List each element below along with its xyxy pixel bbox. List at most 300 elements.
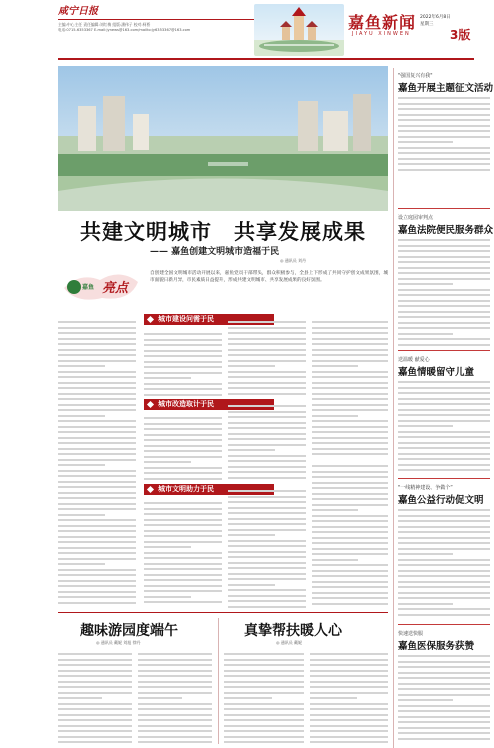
- text-line: [144, 549, 222, 554]
- text-line: [398, 702, 490, 707]
- text-line: [228, 493, 306, 498]
- text-line: [144, 499, 222, 504]
- text-line: [398, 729, 490, 734]
- text-line: [228, 419, 306, 424]
- text-line: [58, 461, 105, 466]
- text-line: [58, 329, 136, 334]
- block3-tag: 送温暖 献爱心: [398, 357, 430, 363]
- text-line: [398, 378, 490, 383]
- text-line: [398, 389, 490, 394]
- text-line: [224, 667, 304, 672]
- text-line: [398, 269, 490, 274]
- text-line: [58, 335, 136, 340]
- text-line: [398, 275, 490, 280]
- text-line: [138, 672, 212, 677]
- text-line: [58, 593, 136, 598]
- text-line: [144, 587, 222, 592]
- text-line: [398, 652, 490, 657]
- text-line: [312, 379, 388, 384]
- text-line: [398, 561, 490, 566]
- text-line: [228, 542, 306, 547]
- text-line: [398, 330, 453, 335]
- text-line: [312, 368, 388, 373]
- text-line: [138, 738, 212, 743]
- text-line: [312, 406, 388, 411]
- masthead-bottom-rule: [58, 58, 474, 60]
- text-line: [228, 509, 306, 514]
- text-line: [58, 340, 136, 345]
- text-line: [58, 678, 132, 683]
- text-line: [58, 384, 136, 389]
- text-line: [398, 658, 490, 663]
- text-line: [58, 738, 132, 743]
- text-line: [398, 100, 490, 105]
- text-line: [398, 512, 490, 517]
- block3-title: 嘉鱼情暖留守儿童: [398, 367, 475, 378]
- lead-byline: ◎ 通讯员 刘丹: [280, 258, 307, 263]
- text-line: [312, 417, 388, 422]
- text-line: [58, 722, 132, 727]
- text-line: [58, 483, 136, 488]
- text-line: [228, 526, 306, 531]
- text-line: [310, 661, 388, 666]
- text-line: [144, 442, 222, 447]
- text-line: [312, 561, 388, 566]
- lead-body-col3b: [228, 402, 306, 480]
- story-body-left-col1: [58, 650, 132, 744]
- text-line: [398, 605, 490, 610]
- text-line: [144, 436, 222, 441]
- text-line: [310, 672, 388, 677]
- text-line: [224, 722, 304, 727]
- text-line: [228, 586, 306, 591]
- text-line: [398, 166, 490, 171]
- text-line: [312, 395, 388, 400]
- text-line: [58, 445, 136, 450]
- text-line: [398, 280, 453, 285]
- text-line: [398, 291, 490, 296]
- text-line: [398, 138, 453, 143]
- text-line: [312, 594, 388, 599]
- text-line: [228, 452, 306, 457]
- text-line: [312, 357, 388, 362]
- text-line: [228, 463, 306, 468]
- masthead-landmark-image: [254, 4, 344, 56]
- text-line: [310, 689, 388, 694]
- text-line: [312, 329, 388, 334]
- newspaper-logo: 咸宁日报: [58, 6, 98, 17]
- text-line: [312, 600, 388, 605]
- text-line: [224, 700, 304, 705]
- text-line: [58, 650, 132, 655]
- text-line: [228, 498, 306, 503]
- text-line: [398, 411, 490, 416]
- block4-tag: "一线精神建设、争做个“: [398, 485, 453, 491]
- text-line: [398, 461, 490, 466]
- text-line: [312, 373, 388, 378]
- text-line: [58, 689, 132, 694]
- text-line: [58, 516, 136, 521]
- text-line: [144, 458, 191, 463]
- text-line: [398, 144, 490, 149]
- story-divider: [218, 618, 219, 744]
- text-line: [398, 116, 490, 121]
- text-line: [312, 583, 388, 588]
- text-line: [312, 468, 388, 473]
- text-line: [228, 362, 275, 367]
- text-line: [144, 469, 222, 474]
- lead-subtitle: —— 嘉鱼创建文明城市造福于民: [150, 247, 280, 257]
- text-line: [58, 560, 105, 565]
- lead-photo: [58, 66, 388, 211]
- text-line: [228, 324, 306, 329]
- text-line: [224, 672, 304, 677]
- text-line: [398, 674, 490, 679]
- lead-body-col2a: [144, 330, 222, 396]
- text-line: [228, 441, 306, 446]
- text-line: [144, 532, 222, 537]
- text-line: [398, 149, 490, 154]
- text-line: [398, 111, 490, 116]
- text-line: [312, 390, 388, 395]
- text-line: [398, 517, 490, 522]
- text-line: [312, 534, 388, 539]
- text-line: [58, 406, 136, 411]
- text-line: [58, 705, 132, 710]
- text-line: [144, 527, 222, 532]
- text-line: [224, 727, 304, 732]
- text-line: [228, 597, 306, 602]
- text-line: [398, 335, 490, 340]
- text-line: [312, 340, 388, 345]
- badge-prefix: 嘉鱼: [82, 284, 95, 291]
- text-line: [312, 434, 388, 439]
- text-line: [144, 431, 222, 436]
- text-line: [312, 324, 388, 329]
- text-line: [58, 346, 136, 351]
- text-line: [228, 487, 306, 492]
- text-line: [58, 566, 136, 571]
- text-line: [312, 439, 388, 444]
- text-line: [312, 517, 388, 522]
- text-line: [58, 423, 136, 428]
- story-byline-left: ◎ 通讯员 戴妮 刘旭 徐丹: [96, 640, 141, 645]
- section-pinyin: JIAYU XINWEN: [352, 31, 411, 37]
- text-line: [398, 428, 490, 433]
- text-line: [398, 297, 490, 302]
- text-line: [58, 505, 136, 510]
- text-line: [398, 236, 490, 241]
- text-line: [228, 408, 306, 413]
- text-line: [144, 593, 191, 598]
- text-line: [312, 346, 388, 351]
- text-line: [312, 445, 388, 450]
- text-line: [144, 464, 222, 469]
- text-line: [144, 453, 222, 458]
- text-line: [144, 391, 222, 396]
- text-line: [312, 528, 388, 533]
- text-line: [310, 738, 388, 743]
- lead-body-col4b: [312, 462, 388, 608]
- block4-divider: [398, 624, 490, 625]
- text-line: [228, 504, 306, 509]
- text-line: [144, 543, 191, 548]
- text-line: [228, 592, 306, 597]
- text-line: [138, 694, 182, 699]
- text-line: [144, 420, 222, 425]
- text-line: [398, 567, 490, 572]
- text-line: [398, 258, 490, 263]
- text-line: [58, 544, 136, 549]
- text-line: [228, 402, 306, 407]
- story-body-left-col2: [138, 650, 212, 744]
- text-line: [138, 716, 212, 721]
- text-line: [398, 302, 490, 307]
- text-line: [228, 384, 306, 389]
- text-line: [228, 603, 306, 608]
- text-line: [58, 368, 136, 373]
- lead-bottom-rule: [58, 612, 388, 613]
- text-line: [138, 661, 212, 666]
- text-line: [312, 556, 358, 561]
- text-line: [312, 495, 388, 500]
- text-line: [144, 330, 222, 335]
- block1-divider: [398, 208, 490, 209]
- text-line: [144, 347, 222, 352]
- text-line: [58, 362, 105, 367]
- text-line: [310, 694, 357, 699]
- text-line: [58, 318, 136, 323]
- text-line: [312, 462, 388, 467]
- text-line: [228, 581, 275, 586]
- text-line: [138, 650, 212, 655]
- text-line: [398, 707, 490, 712]
- block3-body: [398, 378, 490, 474]
- editor-line: 主编:中心主任 责任编辑:刘红梅 组版:潘伟子 校对:柯桥: [58, 22, 151, 27]
- text-line: [398, 589, 490, 594]
- text-line: [228, 570, 306, 575]
- story-body-mid-col1: [224, 650, 304, 744]
- text-line: [312, 335, 388, 340]
- text-line: [58, 549, 136, 554]
- story-title-left: 趣味游园度端午: [80, 623, 178, 639]
- issue-date: 2022年6月8日: [420, 15, 451, 20]
- text-line: [310, 722, 388, 727]
- text-line: [138, 683, 212, 688]
- text-line: [138, 722, 212, 727]
- text-line: [58, 711, 132, 716]
- block5-title: 嘉鱼医保服务获赞: [398, 641, 475, 652]
- text-line: [228, 537, 306, 542]
- right-column: [398, 68, 494, 748]
- text-line: [398, 724, 490, 729]
- text-line: [312, 572, 388, 577]
- text-line: [58, 373, 136, 378]
- text-line: [58, 656, 132, 661]
- text-line: [398, 600, 453, 605]
- text-line: [398, 713, 490, 718]
- text-line: [398, 680, 490, 685]
- text-line: [224, 689, 304, 694]
- text-line: [228, 548, 306, 553]
- text-line: [58, 324, 136, 329]
- text-line: [398, 735, 490, 740]
- text-line: [312, 351, 388, 356]
- text-line: [398, 685, 490, 690]
- text-line: [398, 439, 490, 444]
- text-line: [312, 567, 388, 572]
- text-line: [58, 412, 105, 417]
- text-line: [312, 450, 388, 455]
- text-line: [398, 384, 490, 389]
- text-line: [398, 105, 490, 110]
- text-line: [398, 395, 490, 400]
- text-line: [398, 466, 490, 471]
- block1-title: 嘉鱼开展主题征文活动: [398, 83, 494, 94]
- column-divider: [393, 68, 394, 748]
- text-line: [398, 286, 490, 291]
- block1-body: [398, 94, 490, 174]
- highlight-badge: [60, 268, 142, 306]
- text-line: [310, 727, 388, 732]
- text-line: [228, 351, 306, 356]
- text-line: [58, 379, 136, 384]
- text-line: [228, 474, 306, 479]
- text-line: [398, 696, 453, 701]
- text-line: [138, 689, 212, 694]
- text-line: [138, 727, 212, 732]
- text-line: [138, 711, 212, 716]
- text-line: [144, 369, 222, 374]
- text-line: [310, 716, 388, 721]
- text-line: [398, 422, 453, 427]
- text-line: [58, 478, 136, 483]
- text-line: [312, 384, 388, 389]
- text-line: [58, 390, 136, 395]
- text-line: [398, 578, 490, 583]
- text-line: [58, 694, 102, 699]
- text-line: [398, 523, 490, 528]
- block5-body: [398, 652, 490, 744]
- text-line: [138, 700, 212, 705]
- text-line: [144, 341, 222, 346]
- text-line: [224, 694, 272, 699]
- text-line: [398, 308, 490, 313]
- text-line: [224, 656, 304, 661]
- text-line: [312, 479, 388, 484]
- text-line: [224, 678, 304, 683]
- text-line: [144, 521, 222, 526]
- text-line: [58, 733, 132, 738]
- text-line: [398, 341, 490, 346]
- text-line: [398, 444, 490, 449]
- text-line: [138, 678, 212, 683]
- text-line: [58, 527, 136, 532]
- text-line: [58, 456, 136, 461]
- text-line: [58, 351, 136, 356]
- text-line: [310, 700, 388, 705]
- text-line: [58, 434, 136, 439]
- text-line: [58, 472, 136, 477]
- lead-body-col1: [58, 318, 136, 608]
- text-line: [228, 335, 306, 340]
- text-line: [228, 435, 306, 440]
- text-line: [224, 683, 304, 688]
- text-line: [312, 362, 358, 367]
- text-line: [228, 430, 306, 435]
- text-line: [58, 571, 136, 576]
- text-line: [312, 423, 388, 428]
- text-line: [398, 594, 490, 599]
- lead-headline: 共建文明城市 共享发展成果: [80, 220, 366, 244]
- text-line: [312, 412, 358, 417]
- text-line: [398, 534, 490, 539]
- text-line: [312, 512, 388, 517]
- text-line: [58, 582, 136, 587]
- text-line: [144, 385, 222, 390]
- lead-body-col3c: [228, 487, 306, 608]
- text-line: [144, 510, 222, 515]
- text-line: [398, 550, 453, 555]
- text-line: [228, 340, 306, 345]
- text-line: [58, 727, 132, 732]
- text-line: [310, 683, 388, 688]
- text-line: [58, 439, 136, 444]
- text-line: [312, 473, 388, 478]
- lead-intro: 自创建全国文明城市活动开展以来，嘉鱼党员干部带头，群众积极参与，全县上下形成了共同守护创文成果氛围，城市面貌日新月异，市民素质日益提升，形成共建文明城市、共享发展成果的良好氛围。: [150, 271, 388, 283]
- text-line: [228, 515, 306, 520]
- text-line: [58, 357, 136, 362]
- text-line: [228, 520, 306, 525]
- text-line: [228, 413, 306, 418]
- text-line: [398, 450, 490, 455]
- text-line: [398, 506, 490, 511]
- text-line: [58, 672, 132, 677]
- text-line: [312, 589, 388, 594]
- text-line: [398, 556, 490, 561]
- text-line: [398, 242, 490, 247]
- masthead-rule: [58, 19, 258, 20]
- text-line: [144, 336, 222, 341]
- text-line: [58, 716, 132, 721]
- text-line: [312, 501, 388, 506]
- text-line: [310, 678, 388, 683]
- text-line: [58, 700, 132, 705]
- text-line: [224, 716, 304, 721]
- text-line: [228, 559, 306, 564]
- text-line: [312, 490, 388, 495]
- text-line: [228, 390, 306, 395]
- text-line: [228, 468, 306, 473]
- text-line: [58, 522, 136, 527]
- text-line: [144, 363, 222, 368]
- text-line: [398, 400, 490, 405]
- text-line: [228, 318, 306, 323]
- block3-divider: [398, 478, 490, 479]
- text-line: [398, 669, 490, 674]
- text-line: [58, 511, 105, 516]
- lead-body-col3a: [228, 318, 306, 396]
- text-line: [228, 373, 306, 378]
- text-line: [398, 155, 490, 160]
- text-line: [144, 447, 222, 452]
- section-header-1: 城市建设问需于民: [144, 314, 274, 325]
- text-line: [224, 738, 304, 743]
- text-line: [144, 538, 222, 543]
- text-line: [144, 475, 222, 480]
- text-line: [228, 368, 306, 373]
- text-line: [58, 494, 136, 499]
